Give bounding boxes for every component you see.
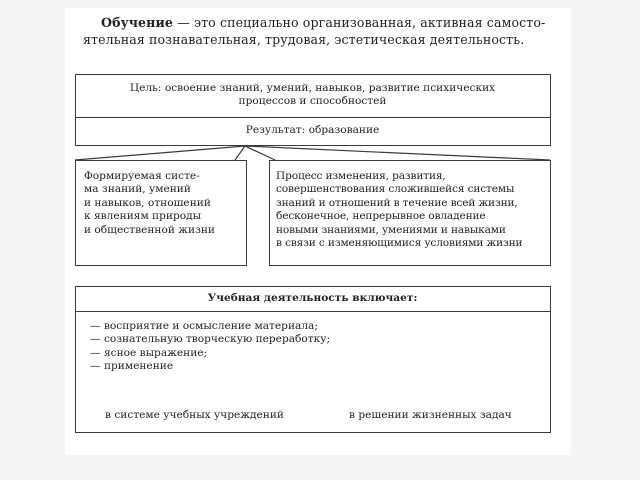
connector-left-outer [75,146,245,160]
branch-life: в решении жизненных задач [349,409,512,421]
activity-header-box [75,286,551,312]
result-text: Результат: образование [245,124,380,136]
left-line-3: и навыков, отношений [84,196,211,209]
activity-body-box [75,311,551,433]
definition-text: — это специально организованная, активная самосто-ятельная познавательная, трудовая, эстетическая деятельность. [83,15,546,47]
left-line-1: Формируемая систе- [84,170,200,182]
left-line-5: и общественной жизни [84,223,215,236]
right-line-5: новыми знаниями, умениями и навыками [276,223,506,236]
activity-item-1: — восприятие и осмысление материала; [90,320,318,332]
connector-right-inner [245,146,275,160]
goal-line-2: процессов и способностей [238,95,387,108]
right-line-6: в связи с изменяющимися условиями жизни [276,237,523,250]
left-line-4: к явлениям природы [84,210,202,223]
right-line-1: Процесс изменения, развития, [276,170,446,182]
activity-header: Учебная деятельность включает: [207,292,418,304]
right-line-4: бесконечное, непрерывное овладение [276,210,486,223]
textbook-page [65,8,571,455]
activity-item-3: — ясное выражение; [90,346,208,359]
term-learning: Обучение [101,15,174,30]
right-line-3: знаний и отношений в течение всей жизни, [276,196,518,209]
goal-box [75,74,551,118]
left-box [75,160,247,266]
right-line-2: совершенствования сложившейся системы [276,183,515,196]
connector-right-outer [245,146,550,160]
left-line-2: ма знаний, умений [84,183,191,196]
result-box [75,117,551,146]
branch-school: в системе учебных учреждений [105,409,284,421]
goal-line-1: Цель: освоение знаний, умений, навыков, развитие психических [129,82,496,94]
activity-item-2: — сознательную творческую переработку; [90,333,331,346]
activity-item-4: — применение [90,360,174,373]
connector-left-inner [235,146,245,160]
right-box [269,160,551,266]
